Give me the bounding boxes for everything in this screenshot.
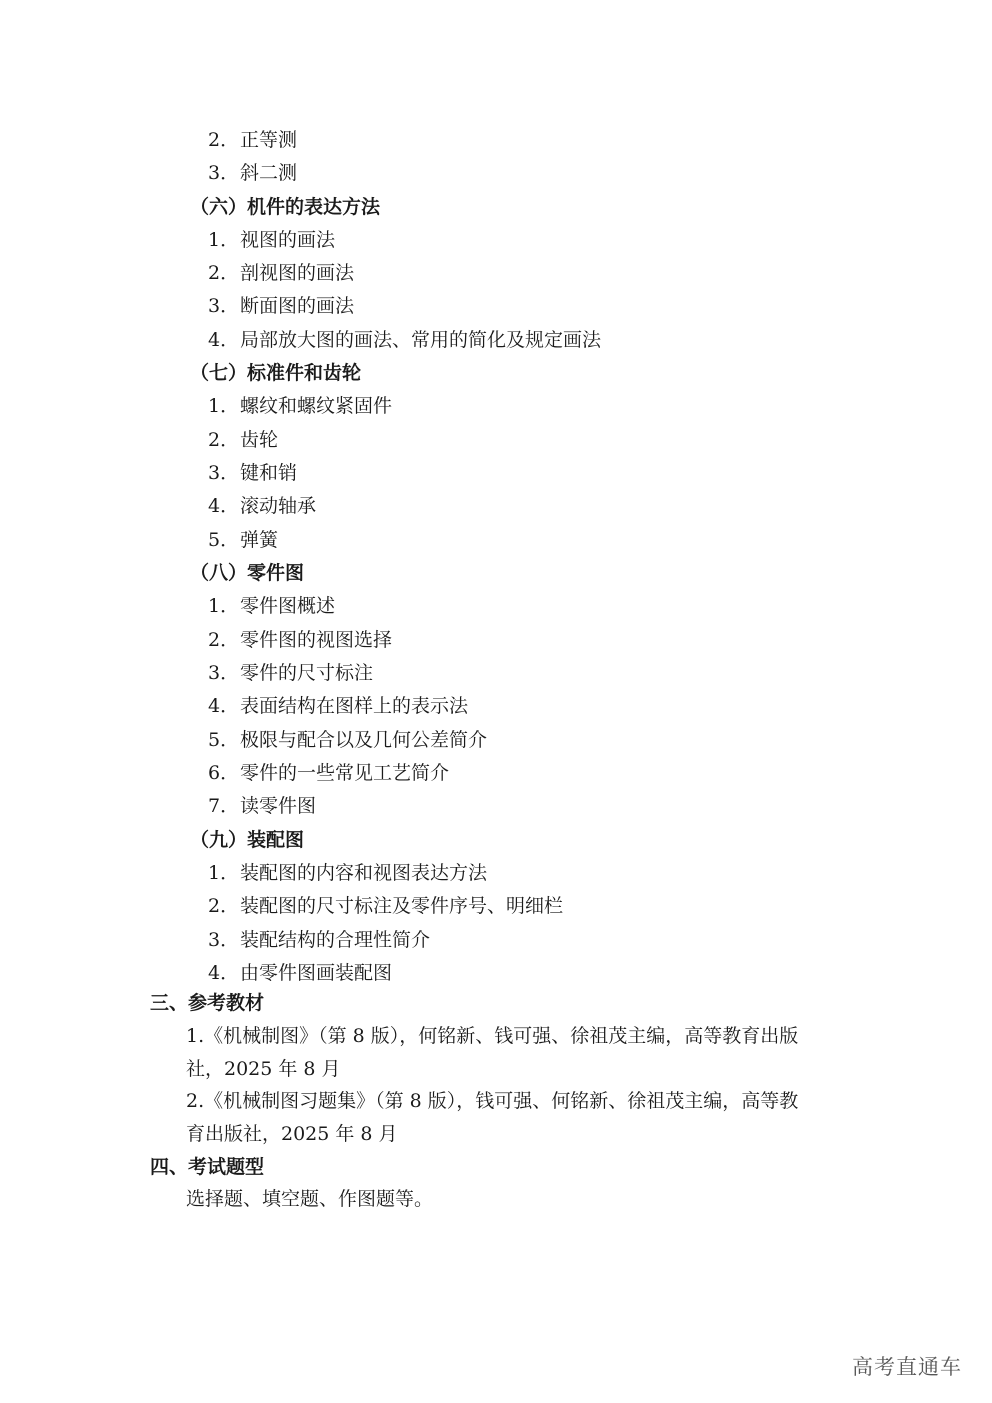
subsection-heading-8: （八）零件图 [190, 562, 305, 584]
item-number: 6． [208, 762, 240, 784]
item-text: 局部放大图的画法、常用的简化及规定画法 [240, 329, 602, 351]
item-text: 读零件图 [240, 795, 317, 817]
reference-2-line-2: 育出版社，2025 年 8 月 [186, 1123, 398, 1145]
item-number: 3． [208, 929, 240, 951]
reference-2-line-1: 2.《机械制图习题集》（第 8 版），钱可强、何铭新、徐祖茂主编，高等教 [186, 1090, 799, 1112]
watermark: 高考直通车 [852, 1355, 962, 1379]
list-item [208, 961, 392, 985]
item-number: 4． [208, 329, 240, 351]
list-item [208, 694, 468, 718]
item-text: 正等测 [240, 129, 298, 151]
item-text: 装配图的尺寸标注及零件序号、明细栏 [240, 895, 564, 917]
reference-1-line-2: 社，2025 年 8 月 [186, 1058, 341, 1080]
item-text: 装配图的内容和视图表达方法 [240, 862, 488, 884]
list-item [208, 128, 297, 152]
item-text: 滚动轴承 [240, 495, 317, 517]
item-text: 表面结构在图样上的表示法 [240, 695, 469, 717]
list-item [208, 161, 297, 185]
item-number: 2． [208, 129, 240, 151]
item-number: 4． [208, 962, 240, 984]
item-number: 2． [208, 895, 240, 917]
item-number: 4． [208, 695, 240, 717]
item-number: 1． [208, 395, 240, 417]
list-item [208, 794, 316, 818]
item-text: 弹簧 [240, 529, 279, 551]
item-number: 4． [208, 495, 240, 517]
item-text: 视图的画法 [240, 229, 336, 251]
item-text: 零件图的视图选择 [240, 629, 393, 651]
section-heading-references: 三、参考教材 [150, 992, 265, 1014]
list-item [208, 428, 278, 452]
section-heading-exam: 四、考试题型 [150, 1156, 265, 1178]
item-text: 装配结构的合理性简介 [240, 929, 431, 951]
item-number: 7． [208, 795, 240, 817]
subsection-heading-7: （七）标准件和齿轮 [190, 362, 362, 384]
item-text: 零件的一些常见工艺简介 [240, 762, 450, 784]
item-text: 由零件图画装配图 [240, 962, 393, 984]
list-item [208, 394, 392, 418]
item-text: 零件图概述 [240, 595, 336, 617]
list-item [208, 328, 601, 352]
item-text: 剖视图的画法 [240, 262, 355, 284]
item-number: 2． [208, 262, 240, 284]
list-item [208, 261, 354, 285]
item-number: 3． [208, 462, 240, 484]
list-item [208, 728, 487, 752]
item-text: 螺纹和螺纹紧固件 [240, 395, 393, 417]
item-number: 1． [208, 862, 240, 884]
list-item [208, 661, 373, 685]
item-number: 3． [208, 662, 240, 684]
list-item [208, 228, 335, 252]
item-number: 5． [208, 529, 240, 551]
item-text: 齿轮 [240, 429, 279, 451]
list-item [208, 461, 297, 485]
item-number: 2． [208, 629, 240, 651]
list-item [208, 294, 354, 318]
reference-1-line-1: 1.《机械制图》（第 8 版），何铭新、钱可强、徐祖茂主编，高等教育出版 [186, 1025, 799, 1047]
item-text: 斜二测 [240, 162, 298, 184]
list-item [208, 528, 278, 552]
item-text: 极限与配合以及几何公差简介 [240, 729, 488, 751]
item-number: 2． [208, 429, 240, 451]
list-item [208, 894, 563, 918]
item-number: 5． [208, 729, 240, 751]
list-item [208, 761, 449, 785]
item-number: 3． [208, 295, 240, 317]
item-number: 1． [208, 229, 240, 251]
item-text: 断面图的画法 [240, 295, 355, 317]
list-item [208, 494, 316, 518]
item-number: 3． [208, 162, 240, 184]
subsection-heading-9: （九）装配图 [190, 829, 305, 851]
item-text: 键和销 [240, 462, 298, 484]
list-item [208, 861, 487, 885]
item-text: 零件的尺寸标注 [240, 662, 374, 684]
subsection-heading-6: （六）机件的表达方法 [190, 196, 381, 218]
list-item [208, 594, 335, 618]
item-number: 1． [208, 595, 240, 617]
exam-question-types: 选择题、填空题、作图题等。 [186, 1188, 434, 1210]
list-item [208, 628, 392, 652]
list-item [208, 928, 430, 952]
